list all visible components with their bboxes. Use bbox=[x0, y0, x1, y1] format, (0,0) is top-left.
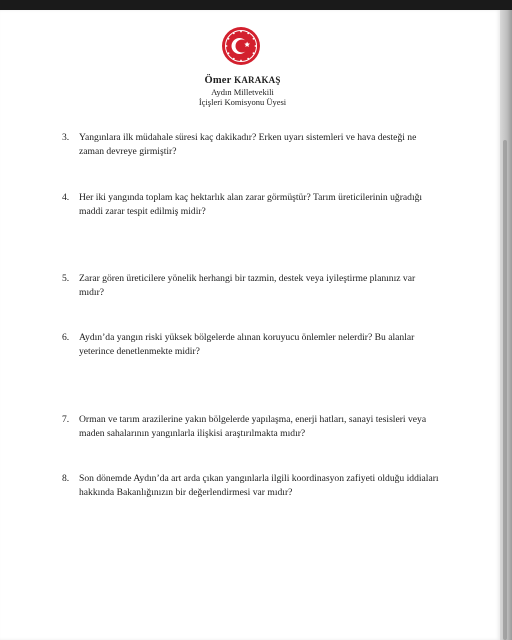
question-item bbox=[62, 331, 442, 358]
deputy-first-name: Ömer bbox=[204, 75, 232, 86]
question-number: 4. bbox=[62, 192, 70, 203]
deputy-name bbox=[140, 74, 345, 87]
question-text: Orman ve tarım arazilerine yakın bölgelerde yapılaşma, enerji hatları, sanayi tesisleri veya maden sahalarının yangınlarla ilişkisi araştırılmakta mıdır? bbox=[79, 414, 427, 439]
question-item bbox=[62, 472, 442, 499]
deputy-last-name: KARAKAŞ bbox=[234, 75, 281, 85]
deputy-committee: İçişleri Komisyonu Üyesi bbox=[198, 97, 287, 107]
question-text: Her iki yangında toplam kaç hektarlık alan zarar görmüştür? Tarım üreticilerinin uğradığı maddi zarar tespit edilmiş midir? bbox=[79, 192, 423, 217]
question-number: 8. bbox=[62, 473, 70, 484]
question-text: Aydın’da yangın riski yüksek bölgelerde alınan koruyucu önlemler nelerdir? Bu alanlar yeterince denetlenmekte midir? bbox=[79, 332, 415, 357]
question-text: Yangınlara ilk müdahale süresi kaç dakikadır? Erken uyarı sistemleri ve hava desteği ne zaman devreye girmiştir? bbox=[79, 132, 417, 157]
parliament-seal-icon bbox=[221, 26, 261, 66]
question-text: Zarar gören üreticilere yönelik herhangi bir tazmin, destek veya iyileştirme planınız var mıdır? bbox=[79, 273, 416, 298]
question-number: 3. bbox=[62, 132, 70, 143]
question-number: 6. bbox=[62, 332, 70, 343]
question-item bbox=[62, 413, 442, 440]
deputy-title: Aydın Milletvekili bbox=[211, 87, 274, 97]
question-item bbox=[62, 272, 442, 299]
top-bar bbox=[0, 0, 512, 10]
scrollbar[interactable] bbox=[503, 140, 507, 640]
question-number: 5. bbox=[62, 273, 70, 284]
letterhead bbox=[140, 74, 345, 107]
question-text: Son dönemde Aydın’da art arda çıkan yangınlarla ilgili koordinasyon zafiyeti olduğu iddiaları hakkında Bakanlığınızın bir değerlendirmesi var mıdır? bbox=[79, 473, 439, 498]
question-item bbox=[62, 191, 442, 218]
question-number: 7. bbox=[62, 414, 70, 425]
question-item bbox=[62, 131, 442, 158]
